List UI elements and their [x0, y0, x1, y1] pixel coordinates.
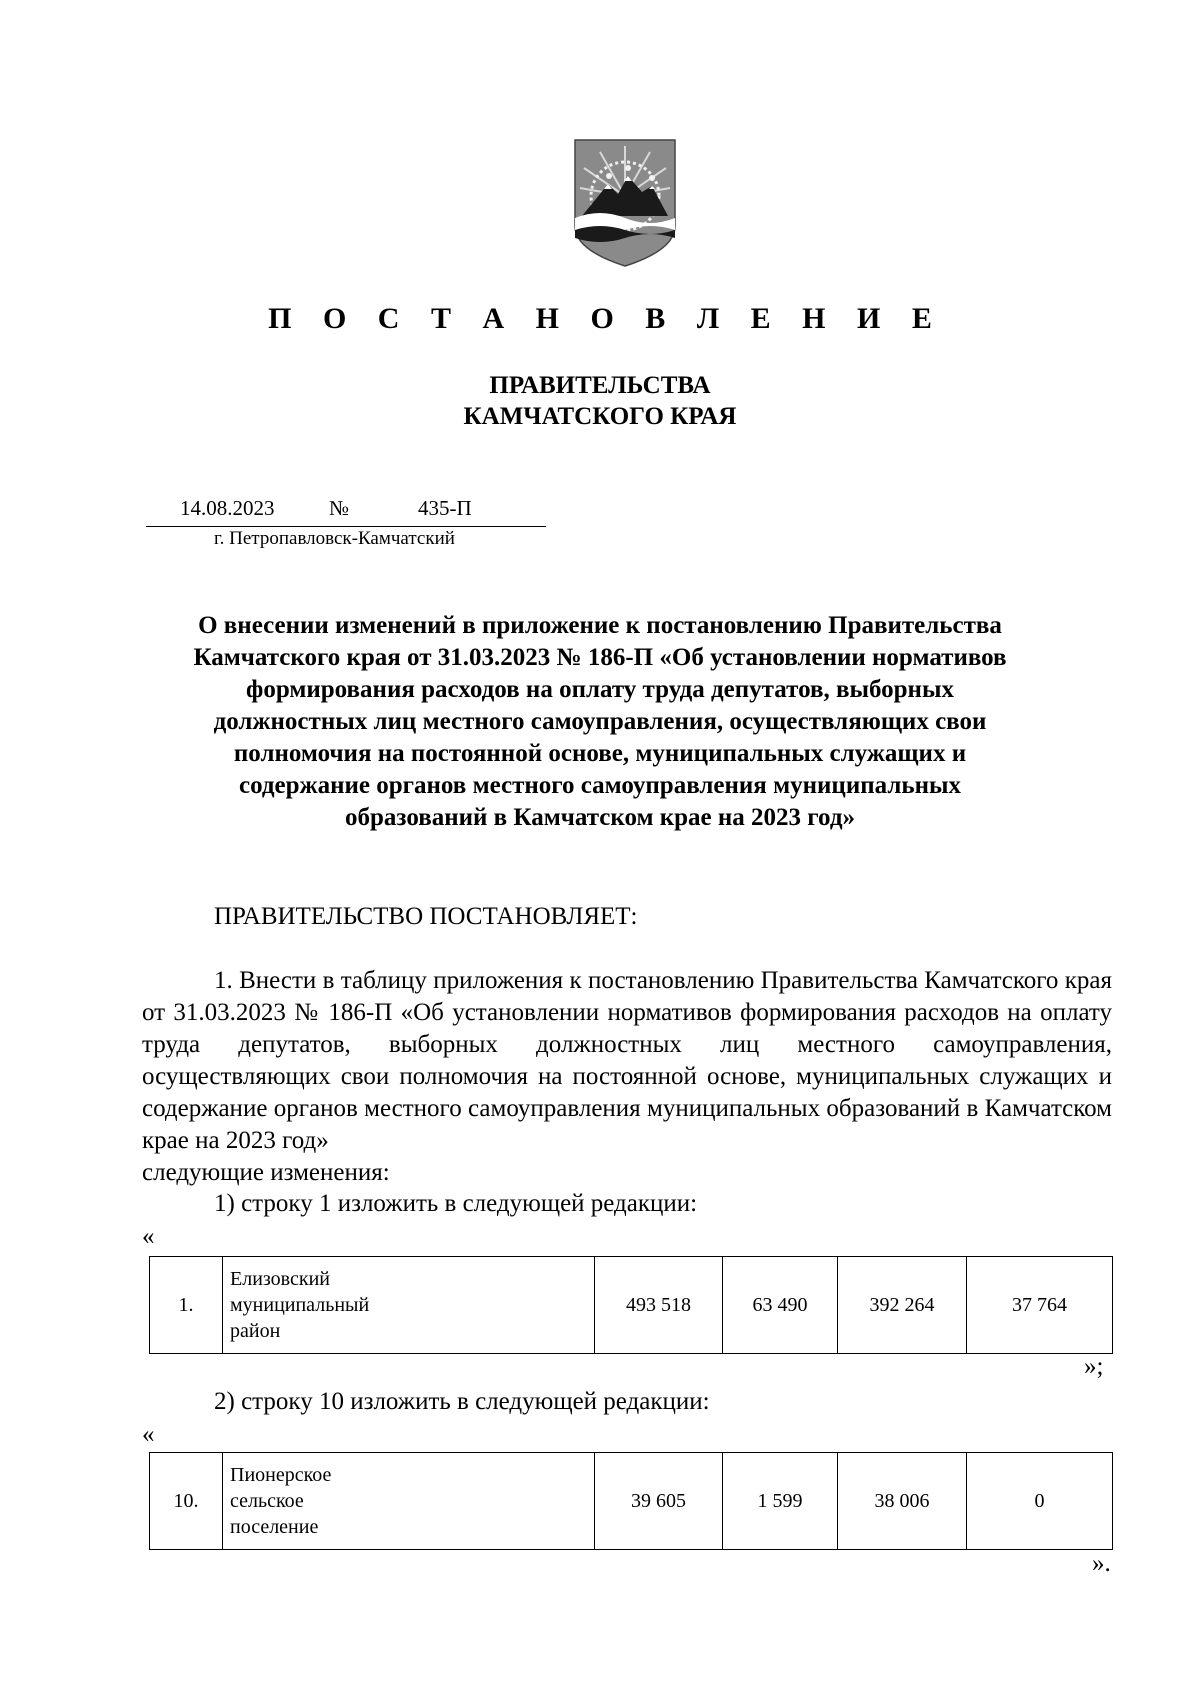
title-line: полномочия на постоянной основе, муниципальных служащих и: [233, 740, 967, 767]
quote-open: «: [142, 1421, 155, 1448]
document-kind: П О С Т А Н О В Л Е Н И Е: [268, 302, 944, 335]
title-line: образований в Камчатском крае на 2023 год»: [345, 804, 855, 831]
issuer-line: ПРАВИТЕЛЬСТВА: [489, 372, 711, 399]
title-line: формирования расходов на оплату труда депутатов, выборных: [246, 676, 954, 703]
value-cell: 0: [967, 1453, 1113, 1550]
issuer: [0, 370, 1200, 432]
title-line: содержание органов местного самоуправления муниципальных: [238, 772, 962, 799]
name-line: Пионерское: [230, 1464, 332, 1486]
municipality-name: [223, 1257, 595, 1354]
table-row: [150, 1257, 1113, 1354]
row-number: 10.: [150, 1453, 223, 1550]
table-row: [150, 1453, 1113, 1550]
value-cell: 37 764: [967, 1257, 1113, 1354]
registration-line: [146, 496, 546, 527]
quote-close: »;: [1084, 1353, 1104, 1380]
value-cell: 63 490: [723, 1257, 838, 1354]
paragraph-1-end: следующие изменения:: [142, 1159, 390, 1186]
value-cell: 1 599: [723, 1453, 838, 1550]
item-1: 1) строку 1 изложить в следующей редакции:: [214, 1190, 698, 1217]
value-cell: 493 518: [595, 1257, 723, 1354]
document-date: 14.08.2023: [180, 496, 275, 520]
row-number: 1.: [150, 1257, 223, 1354]
table-row-1: [149, 1256, 1113, 1354]
city: г. Петропавловск-Камчатский: [214, 528, 455, 549]
document-title: [150, 610, 1050, 834]
item-2: 2) строку 10 изложить в следующей редакции:: [214, 1388, 710, 1415]
number-sign: №: [329, 496, 350, 520]
name-line: муниципальный: [230, 1294, 370, 1316]
issuer-line: КАМЧАТСКОГО КРАЯ: [463, 403, 737, 430]
name-line: сельское: [230, 1490, 304, 1512]
name-line: район: [230, 1320, 281, 1342]
title-line: О внесении изменений в приложение к постановлению Правительства: [198, 612, 1002, 639]
title-line: должностных лиц местного самоуправления, осуществляющих свои: [213, 708, 987, 735]
document-number: 435-П: [418, 496, 472, 520]
municipality-name: [223, 1453, 595, 1550]
value-cell: 392 264: [838, 1257, 967, 1354]
value-cell: 39 605: [595, 1453, 723, 1550]
value-cell: 38 006: [838, 1453, 967, 1550]
quote-close: ».: [1092, 1550, 1111, 1577]
name-line: поселение: [230, 1516, 319, 1538]
decree-heading: ПРАВИТЕЛЬСТВО ПОСТАНОВЛЯЕТ:: [214, 903, 638, 930]
name-line: Елизовский: [230, 1268, 331, 1290]
paragraph-1: 1. Внести в таблицу приложения к постановлению Правительства Камчатского края от 31.03.2023 № 186-П «Об установлении нормативов формирования расходов на оплату труда депутатов, выборных должностных лиц местного самоуправления, осуществляющих свои полномочия на постоянной основе, муниципальных служащих и содержание органов местного самоуправления муниципальных образований в Камчатском крае на 2023 год»: [142, 967, 1112, 1154]
quote-open: «: [142, 1223, 155, 1250]
kamchatka-coat-of-arms-icon: [572, 138, 678, 268]
title-line: Камчатского края от 31.03.2023 № 186-П «Об установлении нормативов: [193, 644, 1007, 671]
table-row-10: [149, 1452, 1113, 1550]
